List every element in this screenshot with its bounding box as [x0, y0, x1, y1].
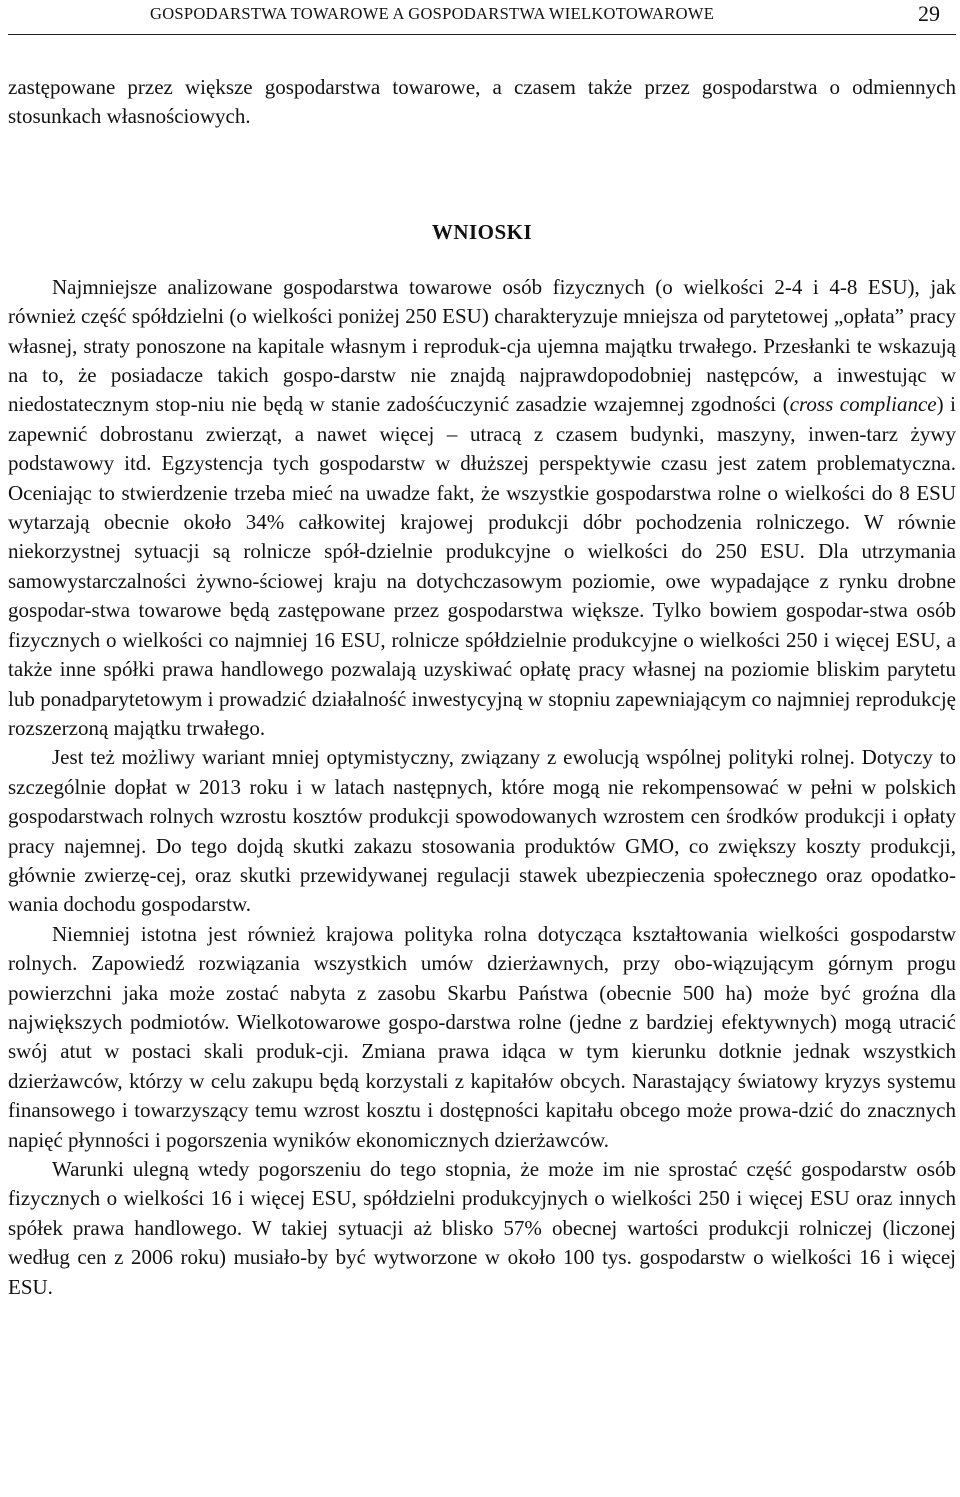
paragraph-1	[8, 273, 956, 744]
paragraph-1-part-b: ) i zapewnić dobrostanu zwierząt, a nawet więcej – utracą z czasem budynki, maszyny, inwen-tarz żywy podstawowy itd. Egzystencja tych gospodarstw w dłuższej perspektywie czasu jest zatem problematyczna. Oceniając to stwierdzenie trzeba mieć na uwadze fakt, że wszystkie gospodarstwa rolne o wielkości do 8 ESU wytarzają obecnie około 34% całkowitej krajowej produkcji dóbr pochodzenia rolniczego. W równie niekorzystnej sytuacji są rolnicze spół-dzielnie produkcyjne o wielkości do 250 ESU. Dla utrzymania samowystarczalności żywno-ściowej kraju na dotychczasowym poziomie, owe wypadające z rynku drobne gospodar-stwa towarowe będą zastępowane przez gospodarstwa większe. Tylko bowiem gospodar-stwa osób fizycznych o wielkości co najmniej 16 ESU, rolnicze spółdzielnie produkcyjne o wielkości 250 i więcej ESU, a także inne spółki prawa handlowego pozwalają uzyskiwać opłatę pracy własnej na poziomie bliskim parytetu lub ponadparytetowym i prowadzić działalność inwestycyjną w stopniu zapewniającym co najmniej reprodukcję rozszerzoną majątku trwałego.	[8, 392, 957, 740]
paragraph-2: Jest też możliwy wariant mniej optymistyczny, związany z ewolucją wspólnej polityki rolnej. Dotyczy to szczególnie dopłat w 2013 roku i w latach następnych, które mogą nie rekompensować w pełni w polskich gospodarstwach rolnych wzrostu kosztów produkcji spowodowanych wzrostem cen środków produkcji i opłaty pracy najemnej. Do tego dojdą skutki zakazu stosowania produktów GMO, co zwiększy koszty produkcji, głównie zwierzę-cej, oraz skutki przewidywanej regulacji stawek ubezpieczenia społecznego oraz opodatko-wania dochodu gospodarstw.	[8, 745, 956, 917]
intro-paragraph: zastępowane przez większe gospodarstwa towarowe, a czasem także przez gospodarstwa o odmiennych stosunkach własnościowych.	[8, 75, 956, 129]
body-text	[8, 73, 956, 1302]
paragraph-4: Warunki ulegną wtedy pogorszeniu do tego stopnia, że może im nie sprostać część gospodarstw osób fizycznych o wielkości 16 i więcej ESU, spółdzielni produkcyjnych o wielkości 250 i więcej ESU oraz innych spółek prawa handlowego. W takiej sytuacji aż blisko 57% obecnej wartości produkcji rolniczej (liczonej według cen z 2006 roku) musiało-by być wytworzone w około 100 tys. gospodarstw o wielkości 16 i więcej ESU.	[8, 1157, 956, 1299]
running-header	[8, 0, 956, 35]
running-title: GOSPODARSTWA TOWAROWE A GOSPODARSTWA WIELKOTOWAROWE	[150, 4, 715, 23]
section-heading: WNIOSKI	[431, 219, 533, 244]
page-number: 29	[918, 1, 940, 26]
paragraph-3: Niemniej istotna jest również krajowa polityka rolna dotycząca kształtowania wielkości gospodarstw rolnych. Zapowiedź rozwiązania wszystkich umów dzierżawnych, przy obo-wiązującym górnym progu powierzchni jaka może zostać nabyta z zasobu Skarbu Państwa (obecnie 500 ha) może być groźna dla największych podmiotów. Wielkotowarowe gospo-darstwa rolne (jedne z bardziej efektywnych) mogą utracić swój atut w postaci skali produk-cji. Zmiana prawa idąca w tym kierunku dotknie jednak wszystkich dzierżawców, którzy w celu zakupu będą korzystali z kapitałów obcych. Narastający światowy kryzys systemu finansowego i towarzyszący temu wzrost kosztu i dostępności kapitału obcego może prowa-dzić do znacznych napięć płynności i pogorszenia wyników ekonomicznych dzierżawców.	[8, 921, 956, 1152]
document-page	[8, 0, 956, 1497]
paragraph-1-italic-term: cross compliance	[789, 392, 937, 417]
paragraph-1-part-a: Najmniejsze analizowane gospodarstwa towarowe osób fizycznych (o wielkości 2-4 i 4-8 ESU), jak również część spółdzielni (o wielkości poniżej 250 ESU) charakteryzuje mniejsza od parytetowej „opłata” pracy własnej, straty ponoszone na kapitale własnym i reproduk-cja ujemna majątku trwałego. Przesłanki te wskazują na to, że posiadacze takich gospo-darstw nie znajdą najprawdopodobniej następców, a inwestując w niedostatecznym stop-niu nie będą w stanie zadośćuczynić zasadzie wzajemnej zgodności (	[8, 274, 956, 417]
